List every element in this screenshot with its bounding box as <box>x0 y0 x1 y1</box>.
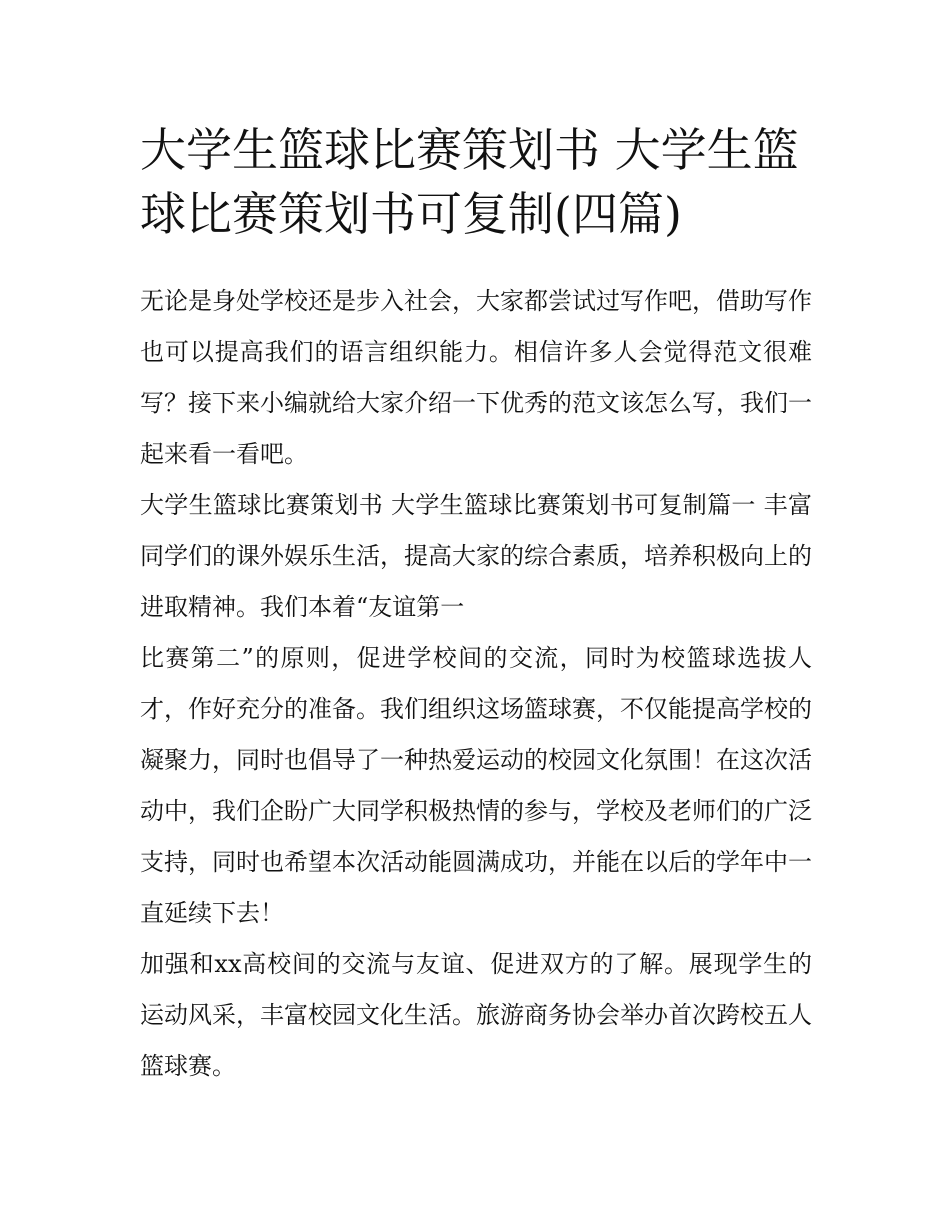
document-title: 大学生篮球比赛策划书 大学生篮球比赛策划书可复制(四篇) <box>140 123 799 241</box>
paragraph-article-one: 大学生篮球比赛策划书 大学生篮球比赛策划书可复制篇一 丰富同学们的课外娱乐生活，提高大家的综合素质，培养积极向上的进取精神。我们本着“友谊第一 <box>140 491 812 621</box>
document-body <box>140 276 812 1092</box>
paragraph-intro: 无论是身处学校还是步入社会，大家都尝试过写作吧，借助写作也可以提高我们的语言组织能力。相信许多人会觉得范文很难写？接下来小编就给大家介绍一下优秀的范文该怎么写，我们一起来看一看吧。 <box>140 287 812 468</box>
paragraph-principle: 比赛第二”的原则，促进学校间的交流，同时为校篮球选拔人才，作好充分的准备。我们组织这场篮球赛，不仅能提高学校的凝聚力，同时也倡导了一种热爱运动的校园文化氛围！在这次活动中，我们企盼广大同学积极热情的参与，学校及老师们的广泛支持，同时也希望本次活动能圆满成功，并能在以后的学年中一直延续下去！ <box>140 644 812 927</box>
paragraph-purpose: 加强和xx高校间的交流与友谊、促进双方的了解。展现学生的运动风采，丰富校园文化生活。旅游商务协会举办首次跨校五人篮球赛。 <box>140 950 812 1080</box>
